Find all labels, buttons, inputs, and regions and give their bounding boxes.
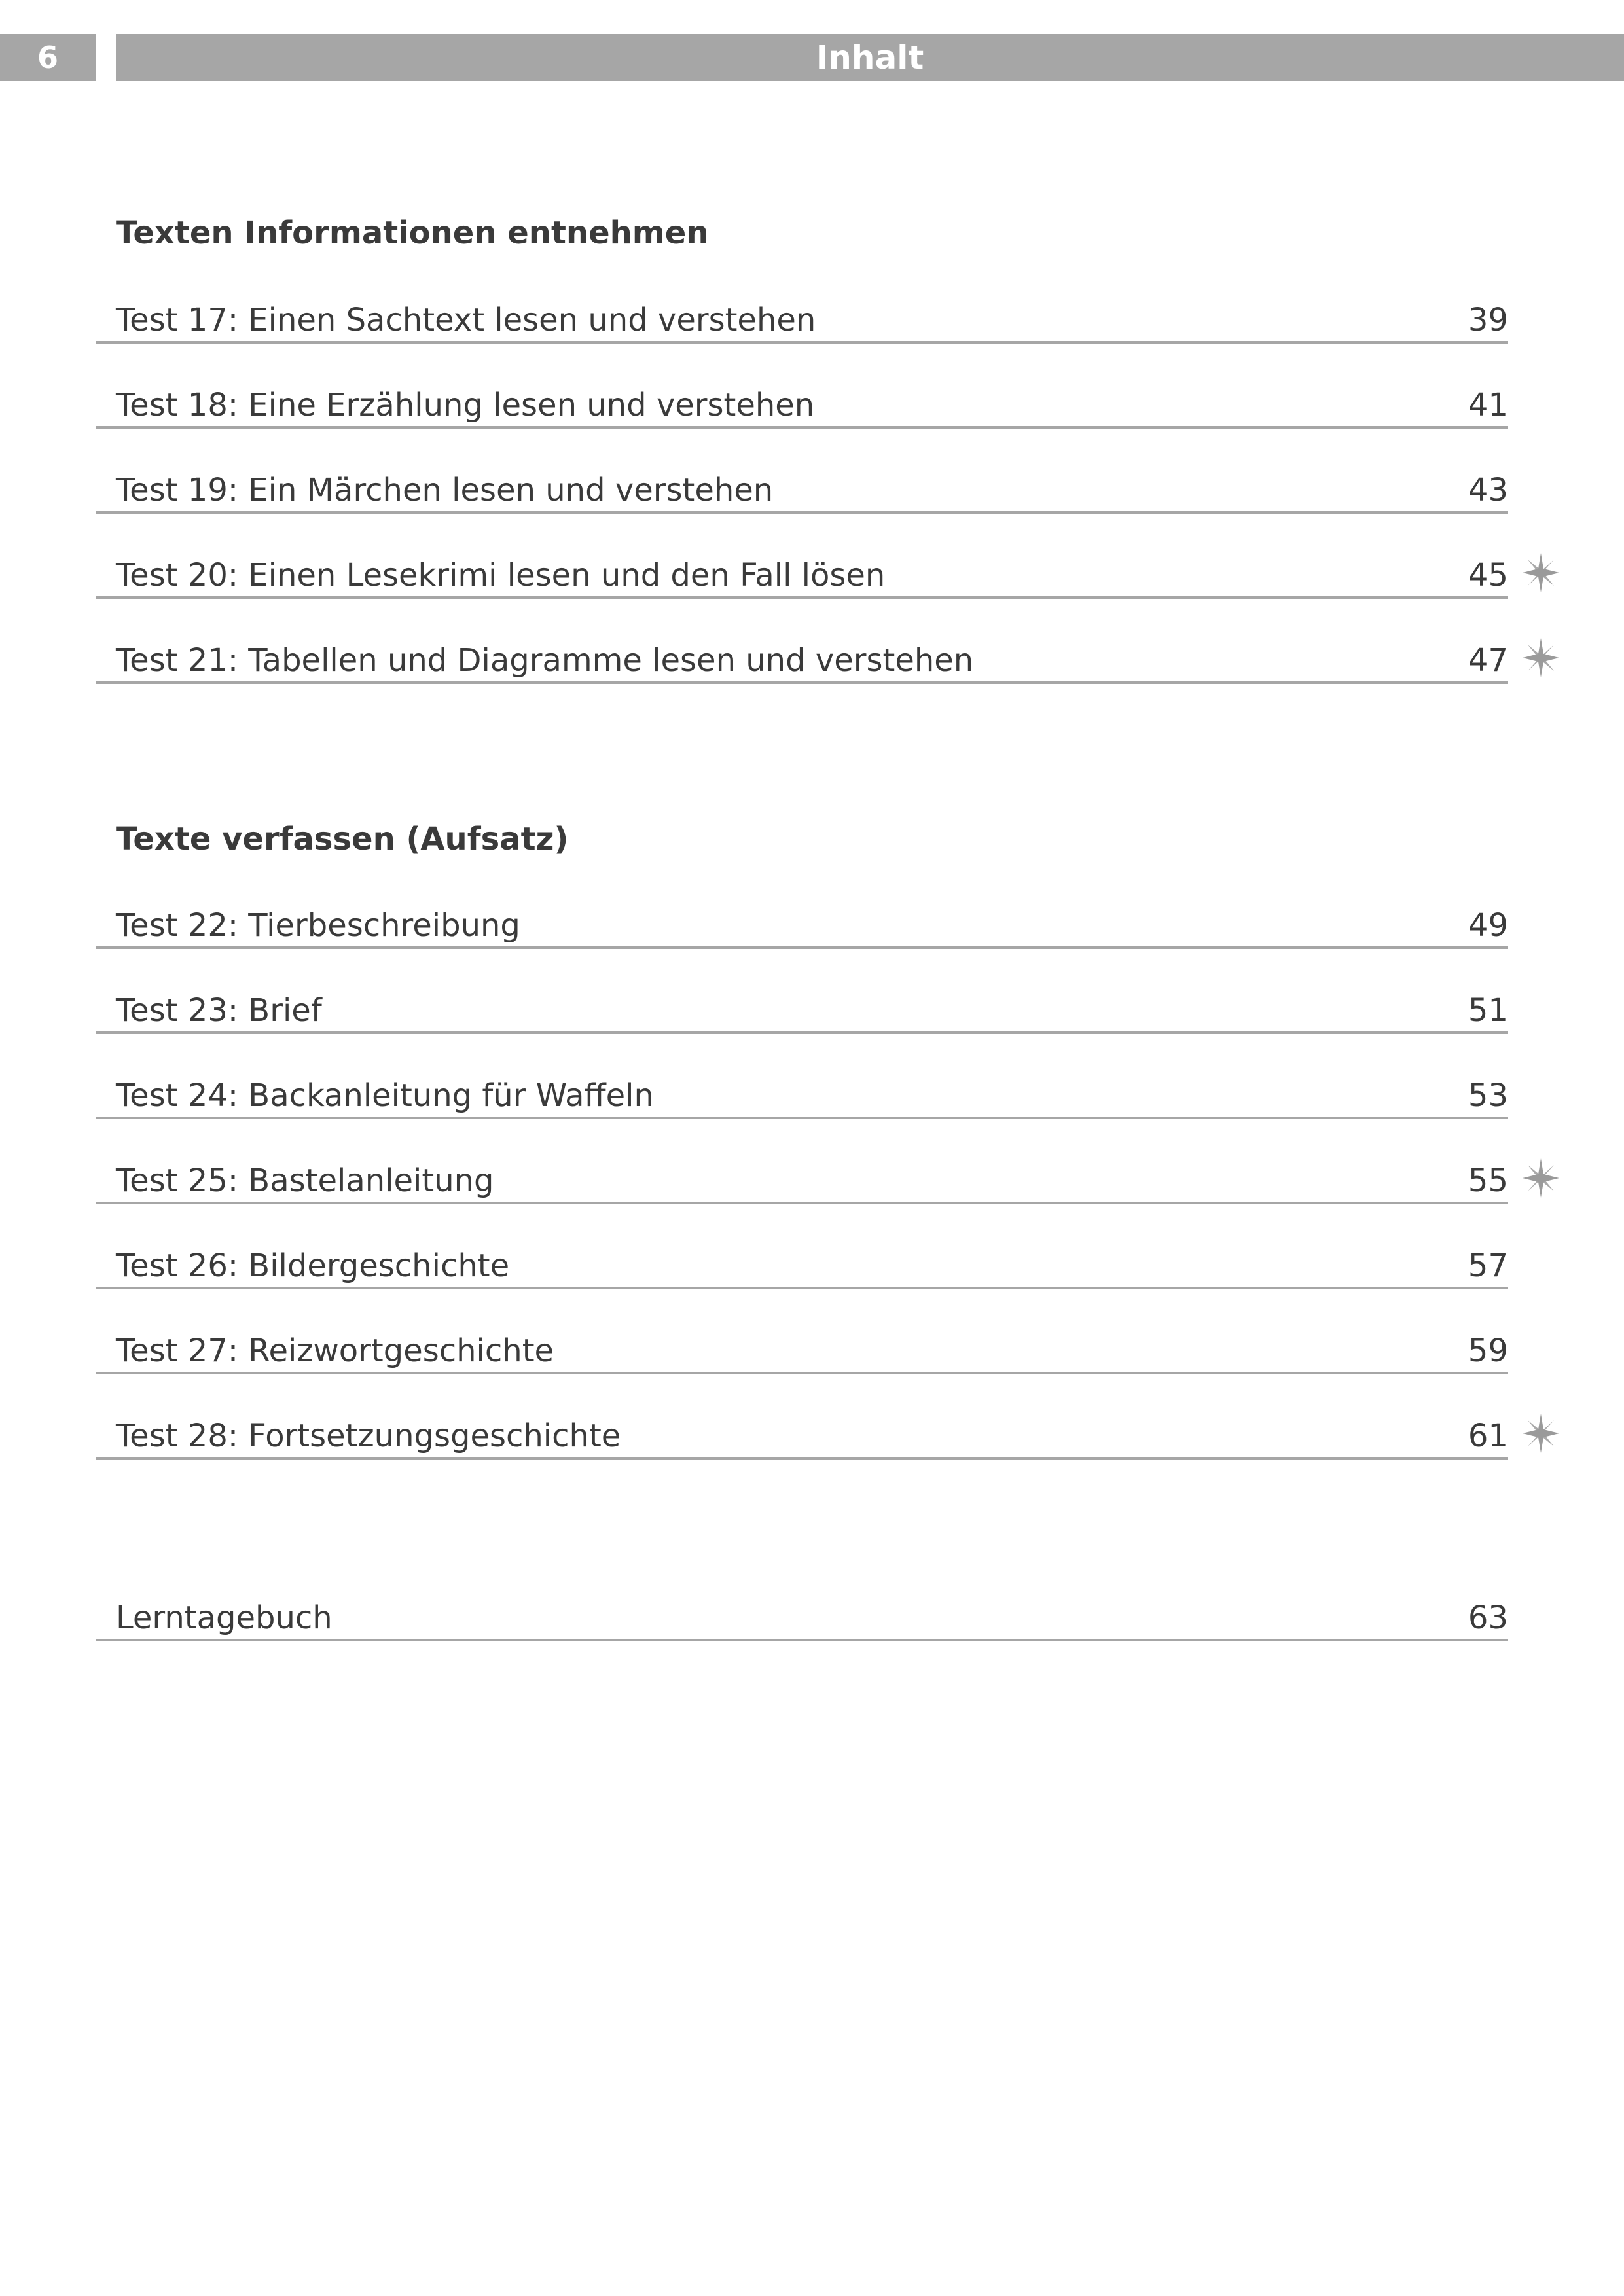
toc-item-label: Test 21: Tabellen und Diagramme lesen und verstehen xyxy=(116,642,974,679)
star-icon xyxy=(1520,552,1562,594)
toc-row[interactable] xyxy=(96,949,1508,1034)
toc-item-label: Test 19: Ein Märchen lesen und verstehen xyxy=(116,472,774,509)
toc-row[interactable] xyxy=(96,259,1508,344)
divider xyxy=(96,1639,1508,1641)
toc-item-page: 57 xyxy=(1468,1247,1508,1284)
toc-row[interactable] xyxy=(96,514,1508,599)
toc-item-page: 45 xyxy=(1468,557,1508,594)
toc-row[interactable] xyxy=(96,429,1508,514)
toc-row[interactable] xyxy=(96,344,1508,429)
toc-row[interactable] xyxy=(96,1034,1508,1119)
toc-item-label: Test 23: Brief xyxy=(116,992,322,1029)
toc-item-label: Test 26: Bildergeschichte xyxy=(116,1247,510,1284)
page-number: 6 xyxy=(37,40,58,75)
toc-row-lerntagebuch[interactable] xyxy=(96,1556,1508,1641)
toc-item-label: Test 17: Einen Sachtext lesen und verstehen xyxy=(116,302,816,338)
toc-row[interactable] xyxy=(96,1289,1508,1374)
page-title: Inhalt xyxy=(816,39,924,77)
toc-item-page: 39 xyxy=(1468,302,1508,338)
toc-item-page: 61 xyxy=(1468,1418,1508,1454)
toc-row[interactable] xyxy=(96,1204,1508,1289)
star-icon xyxy=(1520,1157,1562,1199)
toc-item-label: Test 20: Einen Lesekrimi lesen und den Fall lösen xyxy=(116,557,886,594)
toc-item-page: 47 xyxy=(1468,642,1508,679)
page-number-badge xyxy=(0,34,96,81)
toc-row[interactable] xyxy=(96,864,1508,949)
toc-item-label: Lerntagebuch xyxy=(116,1600,333,1636)
toc-item-label: Test 28: Fortsetzungsgeschichte xyxy=(116,1418,621,1454)
star-icon xyxy=(1520,1412,1562,1454)
star-icon xyxy=(1520,637,1562,679)
toc-item-page: 55 xyxy=(1468,1162,1508,1199)
divider xyxy=(96,681,1508,684)
header-bar xyxy=(116,34,1624,81)
toc-row[interactable] xyxy=(96,599,1508,684)
toc-item-label: Test 24: Backanleitung für Waffeln xyxy=(116,1077,654,1114)
toc-item-page: 49 xyxy=(1468,907,1508,944)
toc-item-page: 51 xyxy=(1468,992,1508,1029)
toc-item-page: 53 xyxy=(1468,1077,1508,1114)
toc-item-page: 63 xyxy=(1468,1600,1508,1636)
section-title-2: Texte verfassen (Aufsatz) xyxy=(116,821,569,857)
toc-row[interactable] xyxy=(96,1119,1508,1204)
toc-item-label: Test 18: Eine Erzählung lesen und verstehen xyxy=(116,387,815,423)
toc-row[interactable] xyxy=(96,1374,1508,1460)
divider xyxy=(96,1457,1508,1460)
toc-item-label: Test 27: Reizwortgeschichte xyxy=(116,1333,554,1369)
toc-item-label: Test 22: Tierbeschreibung xyxy=(116,907,520,944)
section-title-1: Texten Informationen entnehmen xyxy=(116,215,709,251)
toc-item-page: 59 xyxy=(1468,1333,1508,1369)
toc-item-label: Test 25: Bastelanleitung xyxy=(116,1162,494,1199)
toc-item-page: 41 xyxy=(1468,387,1508,423)
toc-item-page: 43 xyxy=(1468,472,1508,509)
